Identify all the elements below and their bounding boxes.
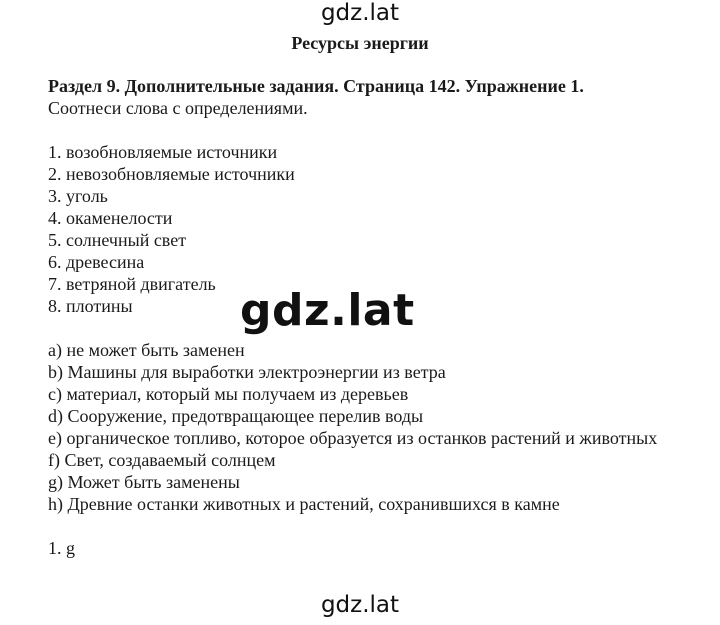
exercise-heading: Раздел 9. Дополнительные задания. Страница 142. Упражнение 1. bbox=[48, 76, 584, 96]
watermark-center: gdz.lat bbox=[240, 285, 415, 336]
exercise-instruction: Соотнеси слова с определениями. bbox=[48, 98, 308, 118]
watermark-bottom: gdz.lat bbox=[320, 592, 400, 618]
definitions-list bbox=[48, 339, 688, 515]
word-item: 5. солнечный свет bbox=[48, 230, 187, 250]
word-item: 7. ветряной двигатель bbox=[48, 274, 216, 294]
watermark-top: gdz.lat bbox=[320, 0, 400, 26]
definition-item: c) материал, который мы получаем из деревьев bbox=[48, 384, 409, 404]
word-item: 8. плотины bbox=[48, 296, 133, 316]
page-title: Ресурсы энергии bbox=[291, 33, 429, 53]
definition-item: d) Сооружение, предотвращающее перелив воды bbox=[48, 406, 424, 426]
definition-item: h) Древние останки животных и растений, сохранившихся в камне bbox=[48, 494, 560, 514]
word-item: 2. невозобновляемые источники bbox=[48, 164, 295, 184]
word-item: 4. окаменелости bbox=[48, 208, 173, 228]
word-item: 3. уголь bbox=[48, 186, 108, 206]
definition-item: b) Машины для выработки электроэнергии из ветра bbox=[48, 362, 446, 382]
definition-item: f) Свет, создаваемый солнцем bbox=[48, 450, 276, 470]
word-item: 1. возобновляемые источники bbox=[48, 142, 278, 162]
definition-item: g) Может быть заменены bbox=[48, 472, 240, 492]
word-item: 6. древесина bbox=[48, 252, 145, 272]
answer-line: 1. g bbox=[48, 538, 75, 558]
definition-item: a) не может быть заменен bbox=[48, 340, 245, 360]
definition-item: e) органическое топливо, которое образуется из останков растений и животных bbox=[48, 428, 658, 448]
